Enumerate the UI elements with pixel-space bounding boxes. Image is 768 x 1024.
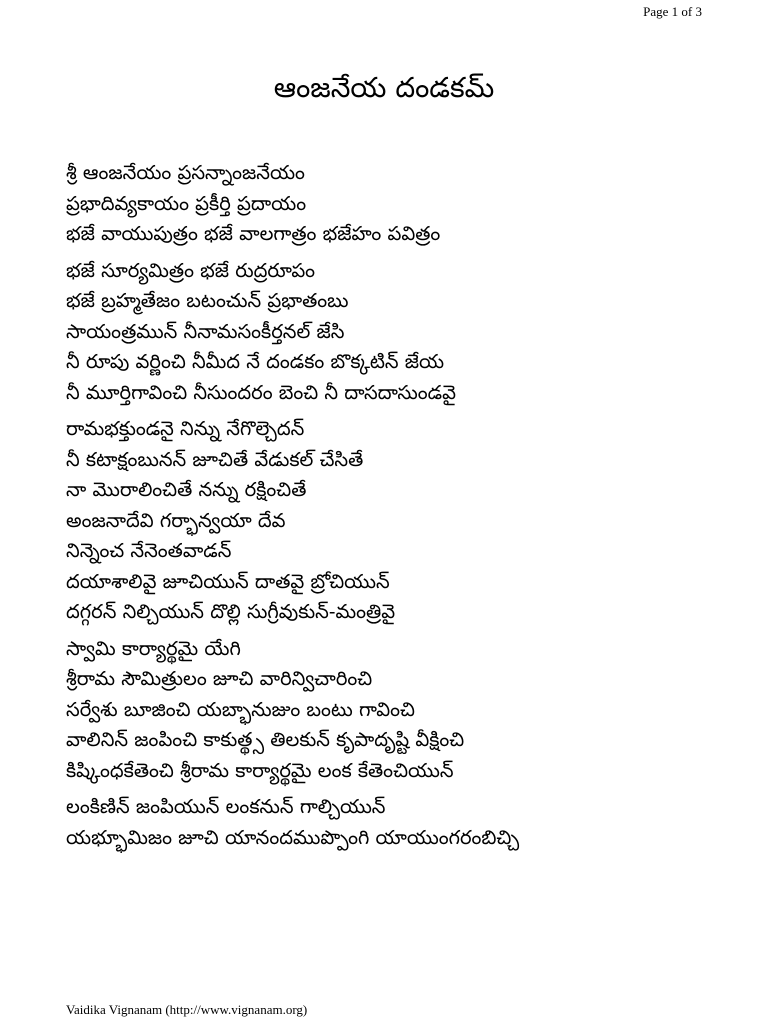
stanza bbox=[66, 634, 746, 787]
verse-line: నీ కటాక్షంబునన్ జూచితే వేడుకల్ చేసితే bbox=[66, 447, 364, 471]
page-number: Page 1 of 3 bbox=[643, 4, 702, 19]
verse-line: సర్వేశు బూజించి యబ్భానుజుం బంటు గావించి bbox=[66, 697, 415, 721]
stanza bbox=[66, 256, 746, 409]
verse-line: లంకిణిన్ జంపియున్ లంకనున్ గాల్చియున్ bbox=[66, 795, 386, 818]
verse-line: శ్రీ ఆంజనేయం ప్రసన్నాంజనేయం bbox=[66, 161, 305, 184]
page-title: ఆంజనేయ దండకమ్ bbox=[273, 71, 495, 104]
verse-line: రామభక్తుండనై నిన్ను నేగొల్చెదన్ bbox=[66, 417, 305, 440]
verse-line: నీ మూర్తిగావించి నీసుందరం బెంచి నీ దాసదాసుండవై bbox=[66, 380, 456, 404]
verse-line: కిష్కింధకేతెంచి శ్రీరామ కార్యార్థమై లంక కేతెంచియున్ bbox=[66, 758, 454, 782]
verse-line: ప్రభాదివ్యకాయం ప్రకీర్తి ప్రదాయం bbox=[66, 191, 307, 215]
verse-line: నిన్నెంచ నేనెంతవాడన్ bbox=[66, 539, 232, 562]
verse-line: దగ్గరన్ నిల్చియున్ దొల్లి సుగ్రీవుకున్-మంత్రివై bbox=[66, 600, 396, 623]
verse-line: శ్రీరామ సౌమిత్రులం జూచి వారిన్విచారించి bbox=[66, 667, 373, 690]
verse-line: నీ రూపు వర్ణించి నీమీద నే దండకం బొక్కటిన్ జేయ bbox=[66, 350, 445, 373]
stanza bbox=[66, 158, 746, 250]
verse-line: భజే బ్రహ్మతేజం బటంచున్ ప్రభాతంబు bbox=[66, 289, 349, 312]
stanza bbox=[66, 792, 746, 853]
verse-body bbox=[66, 158, 746, 859]
verse-line: అంజనాదేవి గర్భాన్వయా దేవ bbox=[66, 508, 286, 532]
verse-line: భజే సూర్యమిత్రం భజే రుద్రరూపం bbox=[66, 258, 316, 282]
stanza bbox=[66, 414, 746, 628]
verse-line: స్వామి కార్యార్థమై యేగి bbox=[66, 636, 241, 660]
verse-line: నా మొరాలించితే నన్ను రక్షించితే bbox=[66, 478, 307, 501]
verse-line: సాయంత్రమున్ నీనామసంకీర్తనల్ జేసి bbox=[66, 319, 345, 343]
verse-line: భజే వాయుపుత్రం భజే వాలగాత్రం భజేహం పవిత్రం bbox=[66, 222, 441, 245]
verse-line: యభ్భూమిజం జూచి యానందముప్పొంగి యాయుంగరంబిచ్చి bbox=[66, 825, 520, 849]
verse-line: వాలినిన్ జంపించి కాకుత్థ్స తిలకున్ కృపాదృష్టి వీక్షించి bbox=[66, 728, 465, 751]
verse-line: దయాశాలివై జూచియున్ దాతవై బ్రోచియున్ bbox=[66, 569, 390, 593]
footer-source: Vaidika Vignanam (http://www.vignanam.org) bbox=[66, 1002, 308, 1017]
